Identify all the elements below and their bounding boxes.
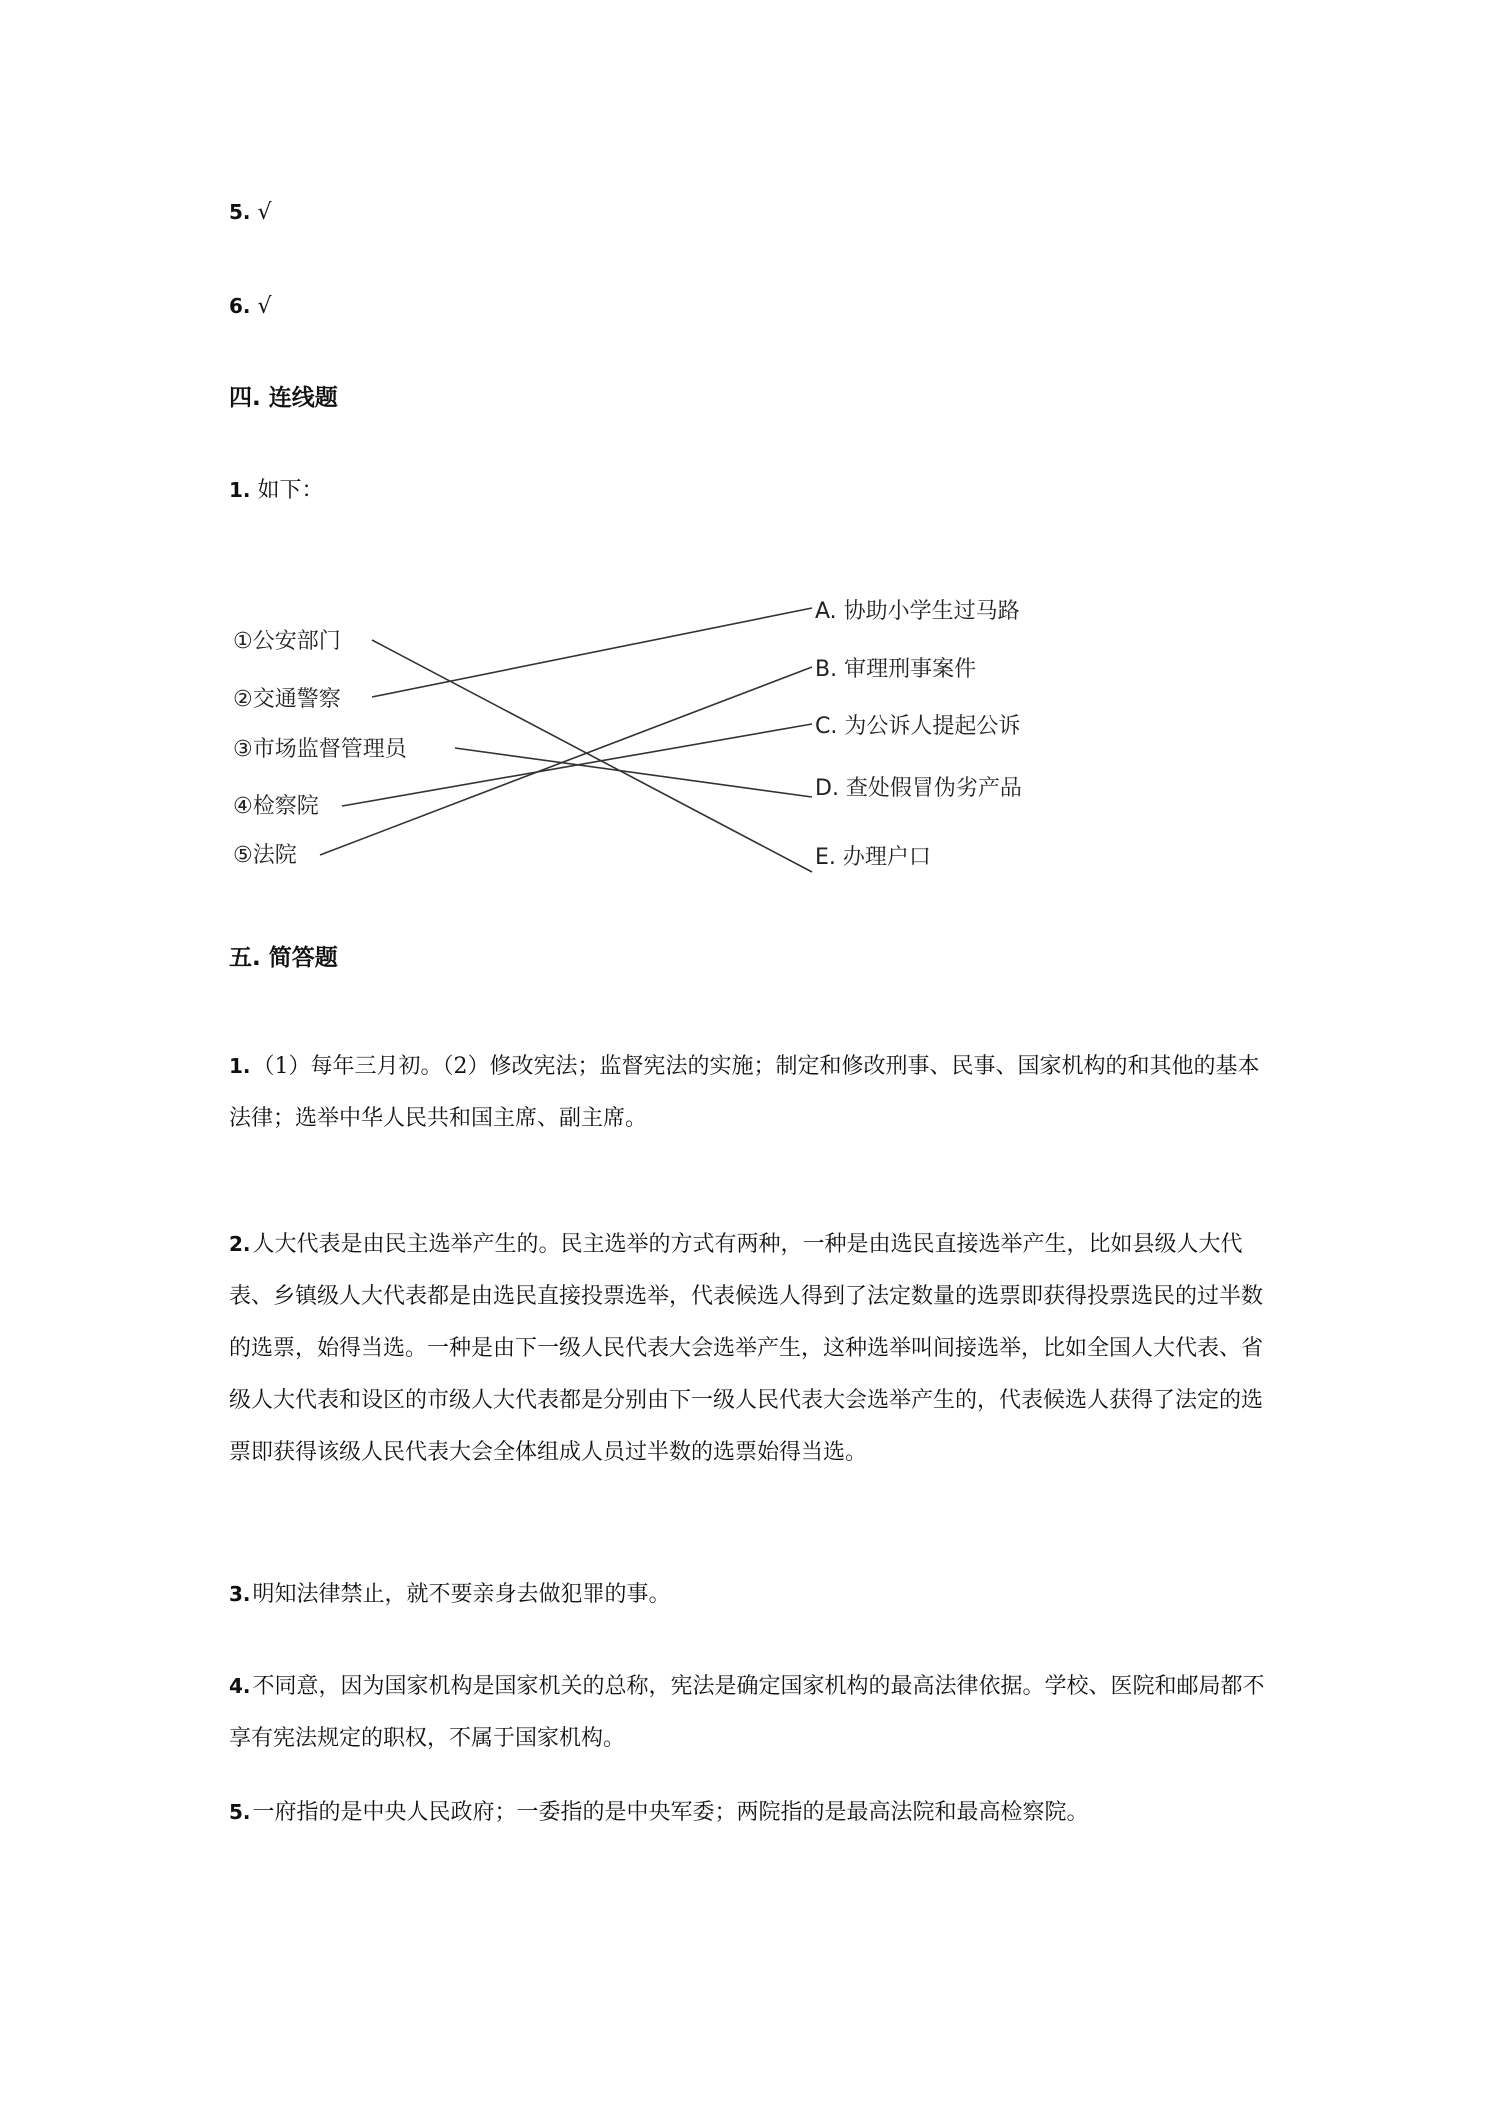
check-mark: √ (257, 200, 272, 225)
short-answer-3 (229, 1568, 1269, 1621)
answer-text: 一府指的是中央人民政府；一委指的是中央军委；两院指的是最高法院和最高检察院。 (252, 1800, 1089, 1825)
matching-diagram (0, 0, 1488, 900)
right-item-a: A. 协助小学生过马路 (815, 599, 1020, 624)
right-item-d: D. 查处假冒伪劣产品 (815, 776, 1022, 801)
answer-number: 1. (229, 1054, 251, 1078)
answer-text: （1）每年三月初。（2）修改宪法；监督宪法的实施；制定和修改刑事、民事、国家机构的和其他的基本法律；选举中华人民共和国主席、副主席。 (229, 1054, 1260, 1131)
section-heading-short-answer: 五. 简答题 (229, 945, 338, 971)
answer-text: 人大代表是由民主选举产生的。民主选举的方式有两种，一种是由选民直接选举产生，比如县级人大代表、乡镇级人大代表都是由选民直接投票选举，代表候选人得到了法定数量的选票即获得投票选民的过半数的选票，始得当选。一种是由下一级人民代表大会选举产生，这种选举叫间接选举，比如全国人大代表、省级人大代表和设区的市级人大代表都是分别由下一级人民代表大会选举产生的，代表候选人获得了法定的选票即获得该级人民代表大会全体组成人员过半数的选票始得当选。 (229, 1232, 1264, 1465)
right-item-e: E. 办理户口 (815, 845, 931, 870)
short-answer-1 (229, 1040, 1269, 1145)
short-answer-2 (229, 1218, 1269, 1479)
answer-number: 1. (229, 478, 251, 502)
answer-number: 4. (229, 1674, 251, 1698)
match-line-1 (372, 640, 812, 872)
short-answer-5 (229, 1786, 1269, 1839)
check-mark: √ (257, 294, 272, 319)
match-line-2 (372, 608, 812, 697)
short-answer-4 (229, 1660, 1269, 1765)
answer-text: 明知法律禁止，就不要亲身去做犯罪的事。 (252, 1582, 671, 1607)
left-item-1: ①公安部门 (233, 629, 341, 654)
answer-text: 如下： (257, 478, 324, 503)
answer-number: 3. (229, 1582, 251, 1606)
answer-number: 6. (229, 294, 251, 318)
left-item-2: ②交通警察 (233, 687, 341, 712)
answer-number: 5. (229, 200, 251, 224)
left-item-5: ⑤法院 (233, 843, 297, 868)
match-line-4 (342, 724, 812, 806)
section-heading-matching: 四. 连线题 (229, 385, 338, 411)
answer-number: 5. (229, 1800, 251, 1824)
left-item-3: ③市场监督管理员 (233, 737, 407, 762)
answer-text: 不同意，因为国家机构是国家机关的总称，宪法是确定国家机构的最高法律依据。学校、医院和邮局都不享有宪法规定的职权，不属于国家机构。 (229, 1674, 1265, 1751)
answer-number: 2. (229, 1232, 251, 1256)
left-item-4: ④检察院 (233, 794, 319, 819)
right-item-c: C. 为公诉人提起公诉 (815, 714, 1021, 739)
right-item-b: B. 审理刑事案件 (815, 657, 977, 682)
